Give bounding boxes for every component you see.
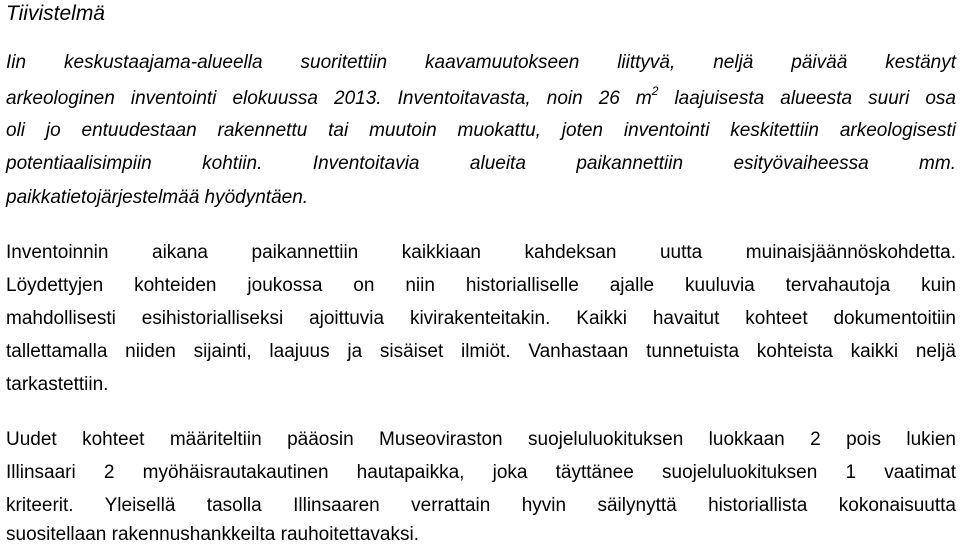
superscript-two: 2 — [651, 84, 659, 98]
document-heading: Tiivistelmä — [6, 2, 105, 25]
paragraph-3-line-2: Illinsaari 2 myöhäisrautakautinen hautapaikka, joka täyttänee suojeluluokituksen 1 vaatimat — [6, 462, 956, 483]
paragraph-1-line-2 — [6, 86, 956, 112]
paragraph-1-line-2-text: arkeologinen inventointi elokuussa 2013. Inventoitavasta, noin 26 m — [6, 88, 652, 109]
paragraph-3-line-1: Uudet kohteet määriteltiin pääosin Museoviraston suojeluluokituksen luokkaan 2 pois lukien — [6, 429, 956, 450]
paragraph-2-line-5: tarkastettiin. — [6, 374, 109, 395]
paragraph-3-line-3: kriteerit. Yleisellä tasolla Illinsaaren verrattain hyvin säilynyttä historiallista kokonaisuutta — [6, 495, 956, 516]
paragraph-1-line-4: potentiaalisimpiin kohtiin. Inventoitavia alueita paikannettiin esityövaiheessa mm. — [6, 153, 956, 174]
paragraph-2-line-2: Löydettyjen kohteiden joukossa on niin historialliselle ajalle kuuluvia tervahautoja kuin — [6, 275, 956, 296]
paragraph-2-line-4: tallettamalla niiden sijainti, laajuus ja sisäiset ilmiöt. Vanhastaan tunnetuista kohteista kaikki neljä — [6, 341, 956, 362]
paragraph-1-line-1: Iin keskustaajama-alueella suoritettiin kaavamuutokseen liittyvä, neljä päivää kestänyt — [6, 52, 956, 73]
paragraph-1-line-2-rest: laajuisesta alueesta suuri osa — [658, 88, 956, 109]
paragraph-2-line-3: mahdollisesti esihistorialliseksi ajoittuvia kivirakenteitakin. Kaikki havaitut kohteet dokumentoitiin — [6, 308, 956, 329]
paragraph-3-line-4: suositellaan rakennushankkeilta rauhoitettavaksi. — [6, 524, 419, 545]
paragraph-1-line-5: paikkatietojärjestelmää hyödyntäen. — [6, 187, 309, 208]
paragraph-2-line-1: Inventoinnin aikana paikannettiin kaikkiaan kahdeksan uutta muinaisjäännöskohdetta. — [6, 242, 956, 263]
paragraph-1-line-3: oli jo entuudestaan rakennettu tai muutoin muokattu, joten inventointi keskitettiin arkeologisesti — [6, 120, 956, 141]
